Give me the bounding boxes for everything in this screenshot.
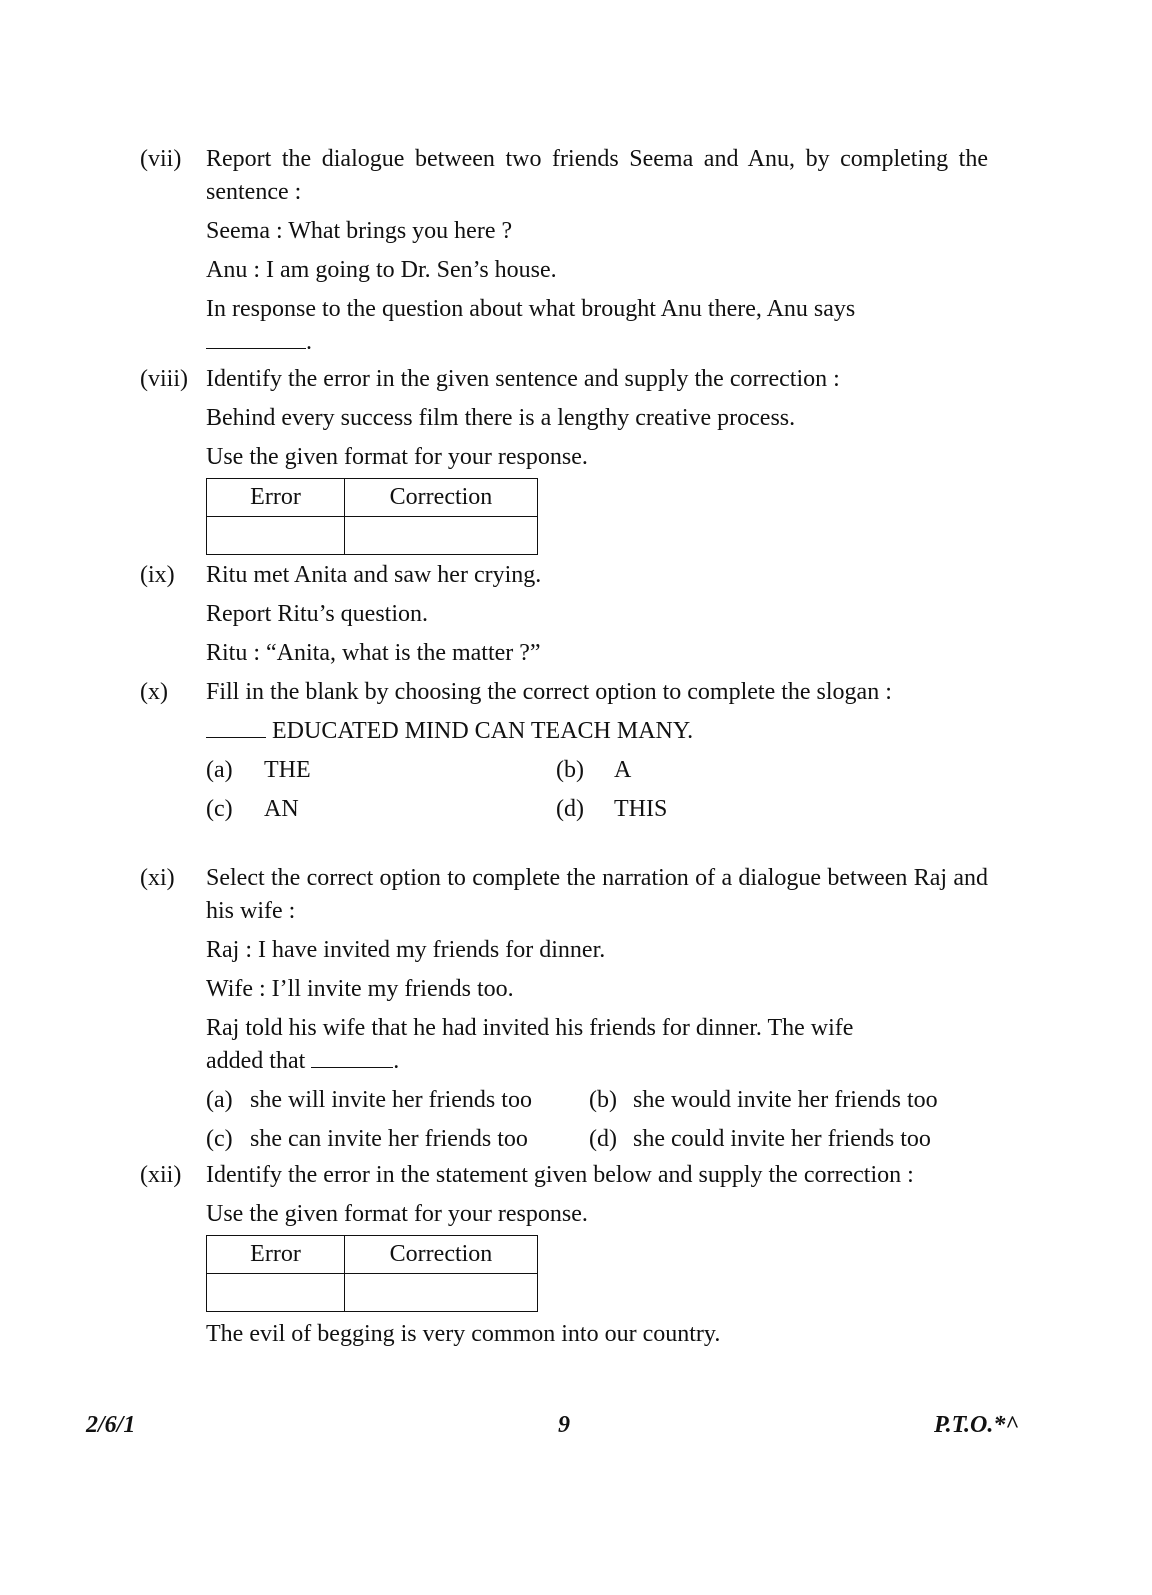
question-x <box>140 676 988 826</box>
instruction-line: In response to the question about what brought Anu there, Anu says <box>206 296 856 322</box>
question-prompt: Report the dialogue between two friends Seema and Anu, by completing the sentence : <box>206 146 988 205</box>
option-c[interactable]: (c) she can invite her friends too <box>206 1126 528 1152</box>
narration-line: added that . <box>206 1048 400 1074</box>
correction-header: Correction <box>345 1236 538 1274</box>
format-instruction: Use the given format for your response. <box>206 444 588 470</box>
slogan-text: EDUCATED MIND CAN TEACH MANY. <box>272 718 694 744</box>
option-d[interactable]: (d) she could invite her friends too <box>589 1126 931 1152</box>
options-grid <box>206 1084 988 1156</box>
question-number: (ix) <box>140 562 175 588</box>
question-prompt: Select the correct option to complete the narration of a dialogue between Raj and his wife : <box>206 865 988 924</box>
option-a[interactable]: (a) THE <box>206 757 311 783</box>
context-line: Ritu met Anita and saw her crying. <box>206 562 542 588</box>
question-number: (vii) <box>140 146 182 172</box>
correction-header: Correction <box>345 479 538 517</box>
question-viii <box>140 363 1020 555</box>
question-number: (xi) <box>140 865 175 891</box>
response-table <box>206 1235 538 1312</box>
paper-code: 2/6/1 <box>86 1412 136 1438</box>
error-cell[interactable] <box>207 517 345 555</box>
option-d[interactable]: (d) THIS <box>556 796 668 822</box>
question-prompt: Fill in the blank by choosing the correct option to complete the slogan : <box>206 679 892 705</box>
narration-line: Raj told his wife that he had invited his friends for dinner. The wife <box>206 1015 854 1041</box>
question-number: (xii) <box>140 1162 182 1188</box>
options-grid <box>206 754 988 826</box>
question-ix <box>140 559 1020 670</box>
dialogue-line: Ritu : “Anita, what is the matter ?” <box>206 640 541 666</box>
correction-cell[interactable] <box>345 1274 538 1312</box>
dialogue-line: Anu : I am going to Dr. Sen’s house. <box>206 257 557 283</box>
correction-cell[interactable] <box>345 517 538 555</box>
dialogue-line: Seema : What brings you here ? <box>206 218 513 244</box>
error-header: Error <box>207 479 345 517</box>
question-prompt: Identify the error in the given sentence and supply the correction : <box>206 366 840 392</box>
question-prompt: Identify the error in the statement given below and supply the correction : <box>206 1162 914 1188</box>
dialogue-line: Wife : I’ll invite my friends too. <box>206 976 514 1002</box>
question-number: (viii) <box>140 366 188 392</box>
option-b[interactable]: (b) A <box>556 757 632 783</box>
response-table <box>206 478 538 555</box>
page-number: 9 <box>558 1412 570 1438</box>
option-a[interactable]: (a) she will invite her friends too <box>206 1087 532 1113</box>
question-xii <box>140 1159 1020 1351</box>
question-xi <box>140 862 988 1156</box>
question-vii <box>140 143 988 359</box>
option-b[interactable]: (b) she would invite her friends too <box>589 1087 938 1113</box>
error-header: Error <box>207 1236 345 1274</box>
error-cell[interactable] <box>207 1274 345 1312</box>
pto-marker: P.T.O.*^ <box>934 1412 1020 1438</box>
option-c[interactable]: (c) AN <box>206 796 299 822</box>
given-sentence: Behind every success film there is a lengthy creative process. <box>206 405 796 431</box>
given-sentence: The evil of begging is very common into our country. <box>206 1321 721 1347</box>
instruction-line: Report Ritu’s question. <box>206 601 428 627</box>
dialogue-line: Raj : I have invited my friends for dinner. <box>206 937 606 963</box>
question-number: (x) <box>140 679 168 705</box>
format-instruction: Use the given format for your response. <box>206 1201 588 1227</box>
slogan-line <box>206 715 988 748</box>
answer-blank: . <box>206 326 988 359</box>
